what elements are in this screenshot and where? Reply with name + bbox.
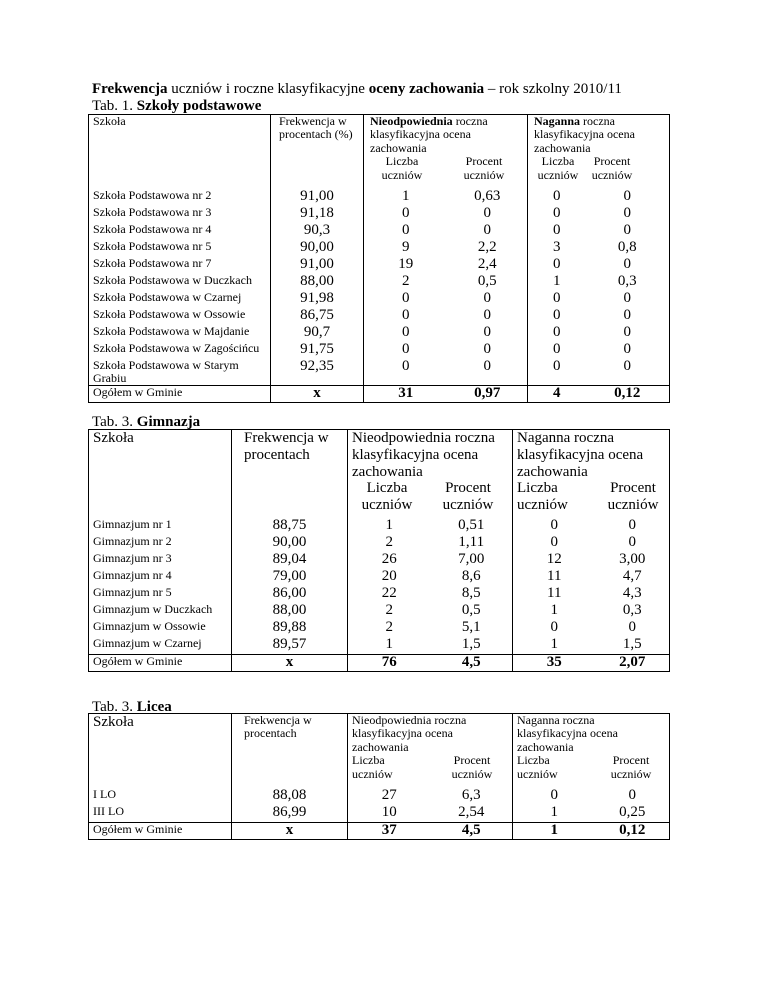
nieod-count-cell: 0	[364, 291, 448, 308]
table-row	[89, 342, 670, 359]
nieod-count-cell: 0	[364, 325, 448, 342]
title-part-bold-3: oceny zachowania	[368, 81, 485, 97]
school-name: Gimnazjum nr 3	[89, 552, 232, 569]
frequency-cell: 89,04	[232, 552, 348, 569]
total-frequency: x	[232, 822, 348, 839]
nieod-percent-cell: 8,5	[461, 584, 481, 601]
nag-count-cell: 0	[528, 342, 586, 359]
table-row	[89, 637, 670, 655]
table-row	[89, 274, 670, 291]
table-2-caption-prefix: Tab. 3.	[92, 414, 137, 430]
subheader-percent: Procent uczniów	[607, 480, 659, 514]
subheader-percent: Procent uczniów	[451, 753, 493, 781]
nag-percent-cell: 0,8	[586, 240, 670, 257]
nag-count-cell: 1	[513, 637, 596, 655]
school-name: Szkoła Podstawowa w Starym Grabiu	[89, 359, 271, 386]
nieod-percent-cell: 5,1	[461, 618, 481, 635]
nag-count-cell: 0	[528, 206, 586, 223]
header-nieodpowiednia	[364, 115, 528, 189]
table-3-caption-prefix: Tab. 3.	[92, 699, 137, 715]
nag-count-cell: 0	[528, 325, 586, 342]
table-row	[89, 325, 670, 342]
subheader-count: Liczba uczniów	[517, 753, 558, 781]
total-frequency: x	[232, 654, 348, 671]
nieod-percent-cell: 2,54	[458, 803, 485, 820]
table-row	[89, 291, 670, 308]
header-naganna	[513, 714, 670, 788]
nieod-count-cell: 2	[348, 620, 431, 637]
nieod-count-cell: 22	[348, 586, 431, 603]
nieod-count-cell: 0	[364, 342, 448, 359]
header-nieodpowiednia	[348, 714, 513, 788]
total-label: Ogółem w Gminie	[89, 386, 271, 403]
frequency-cell: 88,00	[271, 274, 364, 291]
nag-count-cell: 0	[513, 535, 596, 552]
header-nieodpowiednia-bold: Nieodpowiednia	[370, 114, 453, 128]
nag-count-cell: 0	[513, 788, 596, 805]
subheader-percent: Procent uczniów	[610, 753, 652, 781]
nieod-percent-cell: 0,51	[458, 516, 485, 533]
school-name: Szkoła Podstawowa nr 2	[89, 189, 271, 206]
school-name: Szkoła Podstawowa w Duczkach	[89, 274, 271, 291]
nieod-count-cell: 1	[348, 637, 431, 655]
total-label: Ogółem w Gminie	[89, 654, 232, 671]
header-nieodpowiednia-rest: roczna klasyfikacyjna ocena zachowania	[370, 114, 488, 155]
nieod-count-cell: 2	[348, 535, 431, 552]
school-name: Gimnazjum nr 4	[89, 569, 232, 586]
header-naganna-text: Naganna roczna klasyfikacyjna ocena zachowania	[517, 713, 618, 754]
nieod-percent-cell: 0	[483, 289, 491, 306]
total-nieod-percent: 4,5	[431, 822, 513, 839]
frequency-cell: 91,75	[271, 342, 364, 359]
nag-percent-cell: 4,3	[596, 586, 670, 603]
nieod-count-cell: 27	[348, 788, 431, 805]
school-name: Szkoła Podstawowa w Ossowie	[89, 308, 271, 325]
frequency-cell: 91,98	[271, 291, 364, 308]
header-school: Szkoła	[89, 430, 232, 518]
title-part-4: – rok szkolny 2010/11	[484, 81, 622, 97]
nieod-count-cell: 2	[348, 603, 431, 620]
total-nag-percent: 0,12	[596, 822, 670, 839]
total-frequency: x	[271, 386, 364, 403]
table-2-caption-title: Gimnazja	[136, 414, 201, 430]
nag-percent-cell: 0	[586, 359, 670, 386]
nieod-percent-cell: 0	[483, 357, 491, 374]
nag-count-cell: 1	[513, 805, 596, 823]
total-nieod-count: 31	[364, 386, 448, 403]
nieod-count-cell: 1	[348, 518, 431, 535]
frequency-cell: 89,57	[232, 637, 348, 655]
table-primary-schools	[88, 114, 670, 403]
header-naganna-text: Naganna roczna klasyfikacyjna ocena zachowania	[517, 430, 644, 480]
table-row	[89, 586, 670, 603]
nieod-count-cell: 0	[364, 308, 448, 325]
frequency-cell: 91,00	[271, 189, 364, 206]
total-nieod-percent: 4,5	[431, 654, 513, 671]
nieod-count-cell: 10	[348, 805, 431, 823]
nieod-percent-cell: 0,63	[474, 187, 501, 204]
frequency-cell: 90,7	[271, 325, 364, 342]
nieod-percent-cell: 0,5	[477, 272, 497, 289]
school-name: Szkoła Podstawowa nr 3	[89, 206, 271, 223]
subheader-count: Liczba uczniów	[361, 480, 413, 514]
table-row	[89, 223, 670, 240]
frequency-cell: 90,00	[232, 535, 348, 552]
nag-count-cell: 0	[528, 189, 586, 206]
school-name: Szkoła Podstawowa nr 7	[89, 257, 271, 274]
document-title	[92, 81, 622, 98]
subheader-percent: Procent uczniów	[442, 480, 494, 514]
nieod-percent-cell: 8,6	[461, 567, 481, 584]
header-naganna-bold: Naganna	[534, 114, 581, 128]
frequency-cell: 88,00	[232, 603, 348, 620]
header-frequency: Frekwencja w procentach (%)	[271, 115, 364, 189]
table-row	[89, 359, 670, 386]
frequency-cell: 79,00	[232, 569, 348, 586]
nieod-count-cell: 19	[364, 257, 448, 274]
nieod-count-cell: 9	[364, 240, 448, 257]
table-high-schools	[88, 713, 670, 840]
nieod-percent-cell: 6,3	[461, 786, 481, 803]
table-row	[89, 308, 670, 325]
nag-count-cell: 0	[513, 620, 596, 637]
school-name: Szkoła Podstawowa w Zagościńcu	[89, 342, 271, 359]
header-nieodpowiednia-text: Nieodpowiednia roczna klasyfikacyjna ocena zachowania	[352, 713, 467, 754]
nag-percent-cell: 0	[596, 620, 670, 637]
subheader-count: Liczba uczniów	[352, 753, 393, 781]
table-row	[89, 189, 670, 206]
frequency-cell: 90,00	[271, 240, 364, 257]
subheader-percent: Procent uczniów	[591, 154, 633, 182]
school-name: Gimnazjum nr 2	[89, 535, 232, 552]
table-1-caption-title: Szkoły podstawowe	[136, 98, 262, 114]
header-nieodpowiednia	[348, 430, 513, 518]
nieod-percent-cell: 1,11	[458, 533, 485, 550]
nag-percent-cell: 0	[586, 206, 670, 223]
nieod-percent-cell: 1,5	[461, 635, 481, 652]
nieod-percent-cell: 0	[483, 340, 491, 357]
nieod-count-cell: 1	[364, 189, 448, 206]
nieod-count-cell: 0	[364, 223, 448, 240]
school-name: Gimnazjum nr 5	[89, 586, 232, 603]
nag-count-cell: 0	[528, 223, 586, 240]
nieod-count-cell: 0	[364, 206, 448, 223]
table-row	[89, 620, 670, 637]
table-3-caption-title: Licea	[136, 699, 172, 715]
table-row	[89, 603, 670, 620]
frequency-cell: 90,3	[271, 223, 364, 240]
header-school: Szkoła	[89, 714, 232, 788]
nieod-count-cell: 20	[348, 569, 431, 586]
table-row	[89, 257, 670, 274]
school-name: III LO	[89, 805, 232, 823]
table-row	[89, 535, 670, 552]
total-nag-percent: 0,12	[586, 386, 670, 403]
nag-count-cell: 0	[528, 359, 586, 386]
total-nag-count: 1	[513, 822, 596, 839]
frequency-cell: 86,75	[271, 308, 364, 325]
nieod-count-cell: 26	[348, 552, 431, 569]
nag-percent-cell: 0,3	[596, 603, 670, 620]
school-name: Szkoła Podstawowa w Czarnej	[89, 291, 271, 308]
nieod-percent-cell: 0	[483, 221, 491, 238]
total-label: Ogółem w Gminie	[89, 822, 232, 839]
subheader-percent: Procent uczniów	[463, 154, 505, 182]
school-name: Szkoła Podstawowa nr 4	[89, 223, 271, 240]
header-naganna	[528, 115, 670, 189]
nag-percent-cell: 0	[596, 518, 670, 535]
header-nieodpowiednia-text: Nieodpowiednia roczna klasyfikacyjna ocena zachowania	[352, 430, 495, 480]
header-school: Szkoła	[89, 115, 271, 189]
nieod-percent-cell: 7,00	[458, 550, 485, 567]
frequency-cell: 88,75	[232, 518, 348, 535]
frequency-cell: 92,35	[271, 359, 364, 386]
nieod-percent-cell: 2,2	[477, 238, 497, 255]
title-part-bold-1: Frekwencja	[92, 81, 168, 97]
subheader-count: Liczba uczniów	[381, 154, 423, 182]
table-row	[89, 240, 670, 257]
subheader-count: Liczba uczniów	[517, 480, 568, 514]
school-name: Gimnazjum w Duczkach	[89, 603, 232, 620]
frequency-cell: 86,00	[232, 586, 348, 603]
nieod-percent-cell: 0	[483, 306, 491, 323]
nag-percent-cell: 0,3	[586, 274, 670, 291]
nieod-count-cell: 0	[364, 359, 448, 386]
nieod-count-cell: 2	[364, 274, 448, 291]
table-1-caption	[92, 98, 261, 115]
nag-percent-cell: 0,25	[596, 805, 670, 823]
total-nag-count: 35	[513, 654, 596, 671]
total-nieod-count: 37	[348, 822, 431, 839]
nag-count-cell: 11	[513, 586, 596, 603]
title-part-2: uczniów i roczne klasyfikacyjne	[167, 81, 369, 97]
nag-count-cell: 0	[513, 518, 596, 535]
nag-count-cell: 0	[528, 257, 586, 274]
total-nieod-percent: 0,97	[448, 386, 528, 403]
table-row	[89, 206, 670, 223]
nag-percent-cell: 0	[586, 189, 670, 206]
nag-percent-cell: 0	[586, 342, 670, 359]
total-nag-percent: 2,07	[596, 654, 670, 671]
nag-percent-cell: 0	[586, 257, 670, 274]
nieod-percent-cell: 0	[483, 323, 491, 340]
nieod-percent-cell: 0,5	[461, 601, 481, 618]
table-row	[89, 805, 670, 823]
frequency-cell: 91,18	[271, 206, 364, 223]
nag-count-cell: 1	[528, 274, 586, 291]
school-name: Szkoła Podstawowa w Majdanie	[89, 325, 271, 342]
nag-count-cell: 0	[528, 308, 586, 325]
table-row	[89, 552, 670, 569]
nag-percent-cell: 0	[586, 291, 670, 308]
header-frequency: Frekwencja w procentach	[232, 714, 348, 788]
nag-percent-cell: 0	[596, 535, 670, 552]
frequency-cell: 91,00	[271, 257, 364, 274]
total-nieod-count: 76	[348, 654, 431, 671]
header-frequency: Frekwencja w procentach	[232, 430, 348, 518]
nag-count-cell: 1	[513, 603, 596, 620]
school-name: Gimnazjum w Ossowie	[89, 620, 232, 637]
subheader-count: Liczba uczniów	[537, 154, 579, 182]
table-row	[89, 569, 670, 586]
nag-percent-cell: 0	[586, 223, 670, 240]
nieod-percent-cell: 0	[483, 204, 491, 221]
table-gymnasiums	[88, 429, 670, 672]
frequency-cell: 88,08	[232, 788, 348, 805]
table-1-caption-prefix: Tab. 1.	[92, 98, 137, 114]
table-row	[89, 518, 670, 535]
nag-count-cell: 3	[528, 240, 586, 257]
nag-percent-cell: 1,5	[596, 637, 670, 655]
frequency-cell: 86,99	[232, 805, 348, 823]
nag-percent-cell: 4,7	[596, 569, 670, 586]
frequency-cell: 89,88	[232, 620, 348, 637]
nag-percent-cell: 3,00	[596, 552, 670, 569]
header-naganna-rest: roczna klasyfikacyjna ocena zachowania	[534, 114, 635, 155]
nag-count-cell: 12	[513, 552, 596, 569]
school-name: Szkoła Podstawowa nr 5	[89, 240, 271, 257]
header-naganna	[513, 430, 670, 518]
nieod-percent-cell: 2,4	[477, 255, 497, 272]
table-row	[89, 788, 670, 805]
total-nag-count: 4	[528, 386, 586, 403]
school-name: Gimnazjum w Czarnej	[89, 637, 232, 655]
nag-percent-cell: 0	[586, 308, 670, 325]
nag-percent-cell: 0	[586, 325, 670, 342]
nag-count-cell: 0	[528, 291, 586, 308]
school-name: I LO	[89, 788, 232, 805]
nag-count-cell: 11	[513, 569, 596, 586]
nag-percent-cell: 0	[596, 788, 670, 805]
school-name: Gimnazjum nr 1	[89, 518, 232, 535]
